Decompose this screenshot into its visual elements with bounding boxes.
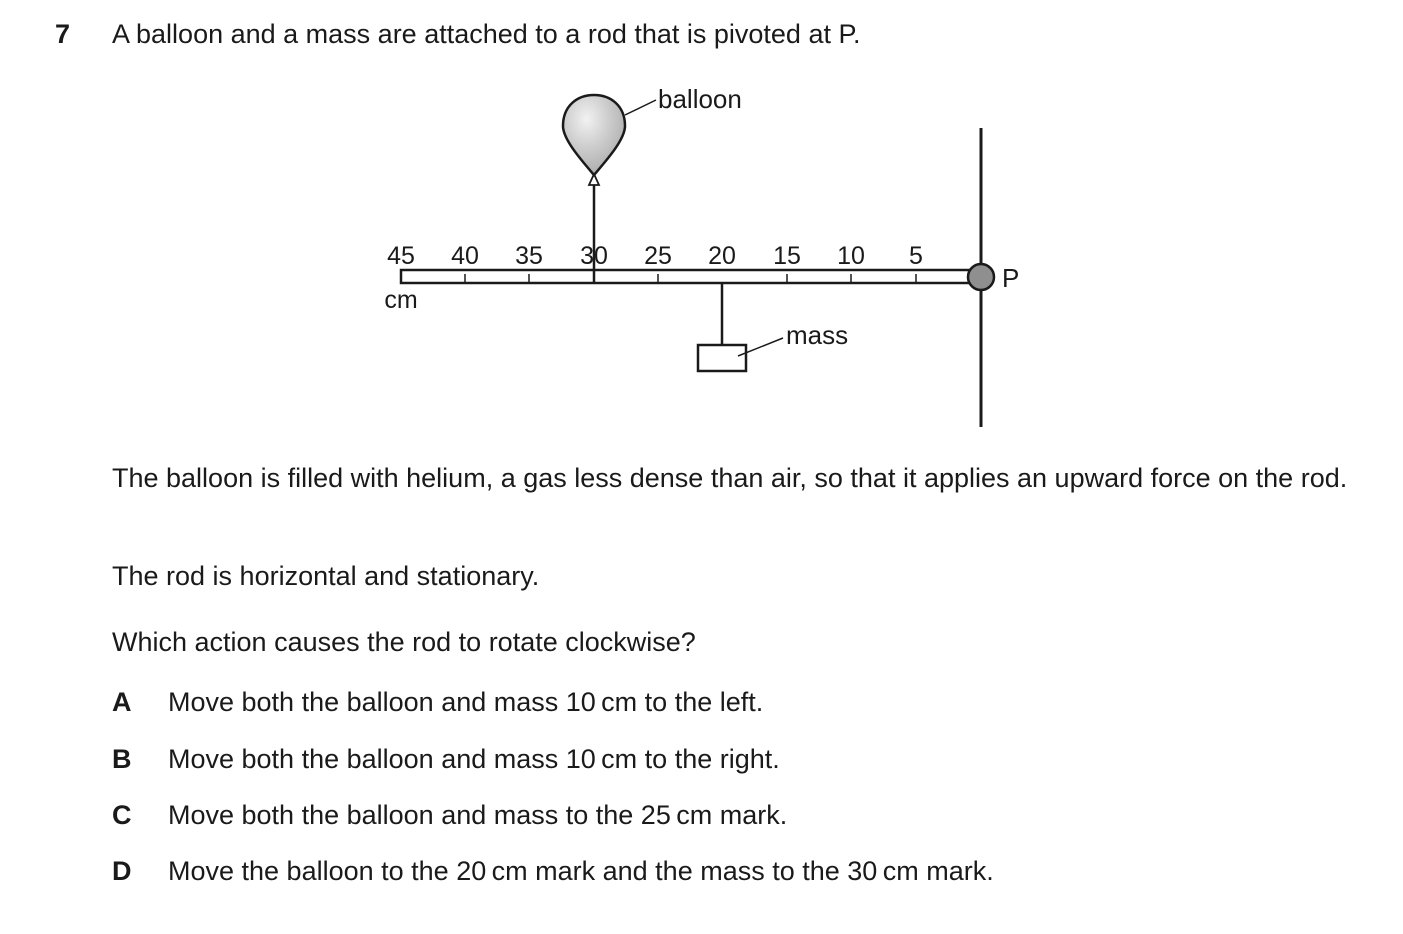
unit-label: cm [384, 286, 418, 314]
pivot-label: P [1002, 263, 1020, 293]
pivot-p [968, 264, 994, 290]
option-text: Move both the balloon and mass 10 cm to the left. [168, 687, 764, 717]
option-letter: A [112, 687, 132, 717]
balloon-label: balloon [658, 84, 742, 114]
option-letter: C [112, 800, 132, 830]
scale-label-20: 20 [708, 242, 736, 270]
scale-label-30: 30 [580, 242, 608, 270]
scale-label-10: 10 [837, 242, 865, 270]
paragraph-stationary: The rod is horizontal and stationary. [112, 561, 540, 591]
balloon-leader-line [625, 100, 656, 115]
scale-label-40: 40 [451, 242, 479, 270]
option-text: Move the balloon to the 20 cm mark and the mass to the 30 cm mark. [168, 856, 994, 886]
scale-label-15: 15 [773, 242, 801, 270]
mass-block [698, 345, 746, 371]
question-stem: A balloon and a mass are attached to a rod that is pivoted at P. [112, 19, 861, 49]
paragraph-helium: The balloon is filled with helium, a gas less dense than air, so that it applies an upward force on the rod. [112, 463, 1348, 493]
scale-label-5: 5 [909, 242, 923, 270]
balloon [563, 95, 625, 175]
rod [401, 270, 981, 283]
option-letter: B [112, 744, 132, 774]
option-text: Move both the balloon and mass to the 25 cm mark. [168, 800, 788, 830]
option-text: Move both the balloon and mass 10 cm to the right. [168, 744, 780, 774]
question-prompt: Which action causes the rod to rotate clockwise? [112, 627, 696, 657]
mass-label: mass [786, 320, 849, 350]
question-number: 7 [55, 19, 71, 49]
scale-label-45: 45 [387, 242, 415, 270]
scale-label-25: 25 [644, 242, 672, 270]
lever-diagram [0, 0, 1403, 450]
scale-label-35: 35 [515, 242, 543, 270]
option-letter: D [112, 856, 132, 886]
